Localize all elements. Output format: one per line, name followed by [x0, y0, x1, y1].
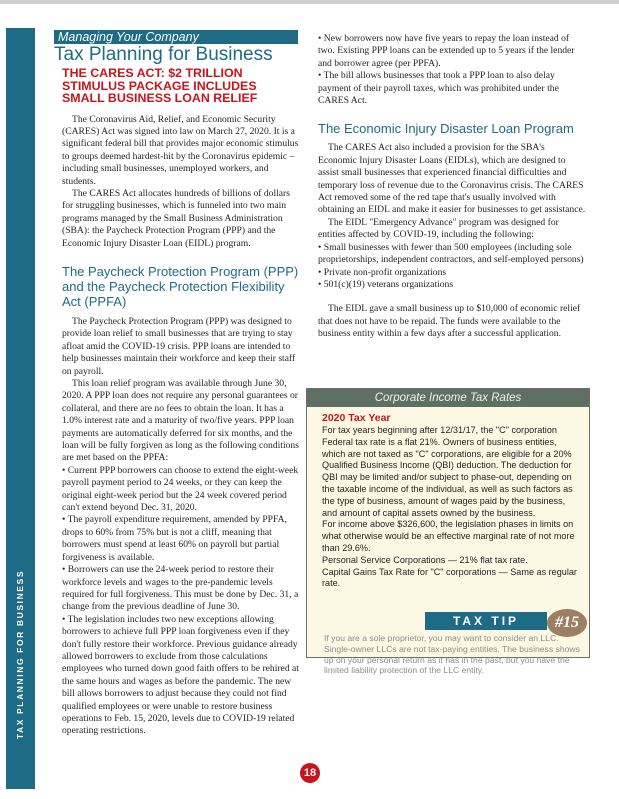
- ppp-bullet-6: • The bill allows businesses that took a PPP loan to also delay payment of their payroll taxes, which was prohibited under the CARES Act.: [318, 70, 559, 107]
- tax-tip-label: TAX TIP: [425, 612, 547, 630]
- section-banner: Managing Your Company: [54, 30, 298, 44]
- eidl-paragraph-2: The EIDL "Emergency Advance" program was designed for entities affected by COVID-19, including the following:: [318, 216, 559, 241]
- eidl-bullet-2: • Private non-profit organizations: [318, 266, 447, 278]
- ppp-bullet-5: • New borrowers now have five years to repay the loan instead of two. Existing PPP loans can be extended up to 5 years if the lender and borrower agree (per PPFA).: [318, 33, 575, 69]
- section-sidebar: [6, 28, 35, 789]
- left-column: [54, 44, 302, 738]
- ppp-bullet-4: • The legislation includes two new exceptions allowing borrowers to achieve full PPP loan forgiveness even if they don't fully restore their workforce. Previous guidance already allowed borrowers to exclude from those calculations employees who turned down good faith offers to be rehired at the same hours and wages as before the pandemic. The new bill allows borrowers to adjust because they could not find qualified employees or were unable to restore business operations to Feb. 15, 2020, levels due to COVID-19 related operating restrictions.: [62, 613, 299, 737]
- cares-paragraph-1: The Coronavirus Aid, Relief, and Economic Security (CARES) Act was signed into law on March 27, 2020. It is a significant federal bill that provides major economic stimulus to groups deemed hardest-hit by the Coronavirus epidemic – including small businesses, unemployed workers, and students.: [62, 113, 299, 187]
- tax-tip-number: #15: [547, 609, 587, 637]
- ppp-bullet-1: • Current PPP borrowers can choose to extend the eight-week payroll payment period to 24 weeks, or they can keep the original eight-week period but the 24 week covered period can't extend beyond Dec. 31, 2020.: [62, 464, 299, 514]
- right-column: [318, 33, 586, 341]
- page-number: 18: [300, 763, 320, 783]
- box-header: Corporate Income Tax Rates: [307, 389, 589, 407]
- eidl-heading: The Economic Injury Disaster Loan Program: [318, 121, 574, 137]
- page-title: Tax Planning for Business: [54, 44, 273, 65]
- box-paragraph-1: For tax years beginning after 12/31/17, the "C" corporation Federal tax rate is a flat 21%. Owners of business entities, which are not taxed as "C" corporations, are eligible for a 20% Qualified Business Income (QBI) deduction. The deduction for QBI may be limited and/or subject to phase-out, depending on the taxable income of the individual, as well as such factors as the type of business, amount of wages paid by the business, and amount of capital assets owned by the business.: [322, 425, 573, 518]
- sidebar-label: TAX PLANNING FOR BUSINESS: [15, 569, 25, 740]
- box-paragraph-3: Personal Service Corporations — 21% flat tax rate.: [322, 554, 528, 565]
- eidl-paragraph-3: The EIDL gave a small business up to $10,000 of economic relief that does not have to be repaid. The funds were available to the business entity within a few days after a successful application.: [318, 303, 581, 340]
- tax-tip-badge: [425, 609, 588, 633]
- cares-paragraph-2: The CARES Act allocates hundreds of billions of dollars for struggling businesses, which is funneled into two main programs managed by the Small Business Administration (SBA): the Paycheck Protection Program (PPP) and the Economic Injury Disaster Loan (EIDL) program.: [62, 187, 290, 249]
- page-top-rule: [0, 0, 619, 4]
- eidl-bullet-1: • Small businesses with fewer than 500 employees (including sole proprietorships, independent contractors, and self-employed persons): [318, 241, 584, 266]
- eidl-bullet-3: • 501(c)(19) veterans organizations: [318, 278, 454, 290]
- ppp-paragraph-2: This loan relief program was available through June 30, 2020. A PPP loan does not require any personal guarantees or collateral, and there are no fees to obtain the loan. It has a 1.0% interest rate and a maturity of two/five years. PPP loan payments are automatically deferred for six months, and the loan will be fully forgiven as long as the following conditions are met based on the PPFA:: [62, 378, 299, 464]
- ppp-heading: The Paycheck Protection Program (PPP) and the Paycheck Protection Flexibility Act (PPFA): [62, 263, 299, 309]
- tax-tip-text: If you are a sole proprietor, you may want to consider an LLC. Single-owner LLCs are not tax-paying entities. The business shows up on your personal return as it has in the past, but you have the limited liability protection of the LLC entity.: [324, 633, 580, 676]
- ppp-bullet-2: • The payroll expenditure requirement, amended by PPFA, drops to 60% from 75% but is not a cliff, meaning that borrowers must spend at least 60% on payroll but partial forgiveness is available.: [62, 514, 287, 563]
- box-tax-year: 2020 Tax Year: [322, 412, 391, 424]
- ppp-bullet-3: • Borrowers can use the 24-week period to restore their workforce levels and wages to the pre-pandemic levels required for full forgiveness. This must be done by Dec. 31, a change from the previous deadline of June 30.: [62, 564, 299, 613]
- box-paragraph-2: For income above $326,600, the legislation phases in limits on what otherwise would be an effective marginal rate of not more than 29.6%.: [322, 519, 575, 553]
- eidl-paragraph-1: The CARES Act also included a provision for the SBA's Economic Injury Disaster Loans (EIDLs), which are designed to assist small businesses that experienced financial difficulties and temporary loss of revenue due to the Coronavirus crisis. The CARES Act removed some of the red tape that's usually involved with obtaining an EIDL and make it easier for businesses to get assistance.: [318, 142, 586, 216]
- box-paragraph-4: Capital Gains Tax Rate for "C" corporations — Same as regular rate.: [322, 566, 577, 589]
- ppp-paragraph-1: The Paycheck Protection Program (PPP) was designed to provide loan relief to small businesses that are trying to stay afloat amid the COVID-19 crisis. PPP loans are intended to help businesses maintain their workforce and keep their staff on payroll.: [62, 315, 296, 377]
- cares-heading: THE CARES ACT: $2 TRILLION STIMULUS PACKAGE INCLUDES SMALL BUSINESS LOAN RELIEF: [62, 66, 258, 105]
